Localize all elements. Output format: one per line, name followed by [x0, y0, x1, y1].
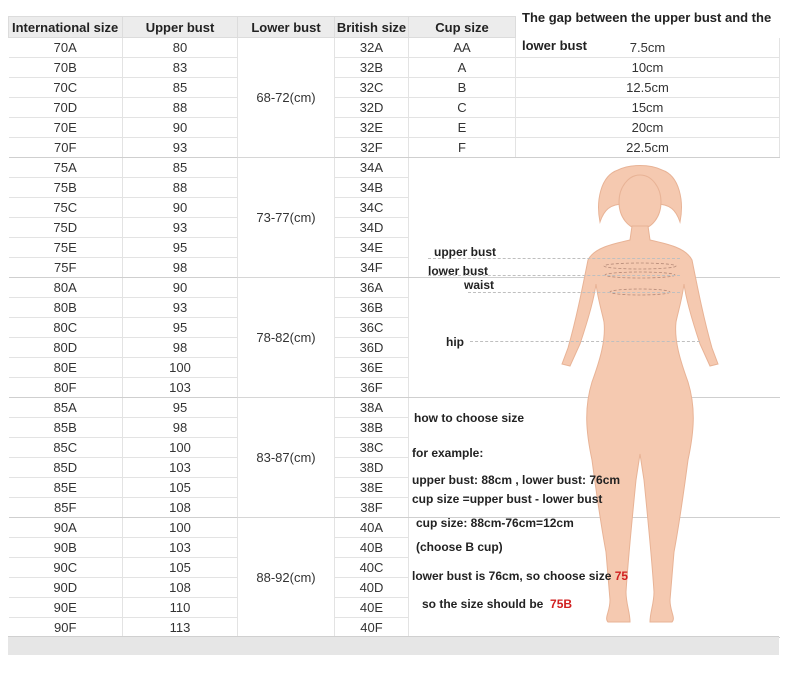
international-size-cell: 90E [9, 598, 123, 618]
cup-gap-cell: 7.5cm [516, 38, 780, 58]
british-size-cell: 32C [335, 78, 409, 98]
british-size-cell: 34C [335, 198, 409, 218]
international-size-cell: 75C [9, 198, 123, 218]
international-size-cell: 90C [9, 558, 123, 578]
blank-cell [409, 378, 516, 398]
upper-bust-cell: 98 [123, 418, 238, 438]
guide-lower-line [412, 569, 628, 583]
international-size-cell: 75E [9, 238, 123, 258]
international-size-cell: 85C [9, 438, 123, 458]
header-cup-size: Cup size [409, 17, 516, 38]
lower-bust-cell: 68-72(cm) [238, 38, 335, 158]
british-size-cell: 36F [335, 378, 409, 398]
british-size-cell: 40C [335, 558, 409, 578]
british-size-cell: 34A [335, 158, 409, 178]
cup-gap-cell: 20cm [516, 118, 780, 138]
label-upper-bust: upper bust [434, 245, 496, 259]
british-size-cell: 36D [335, 338, 409, 358]
lower-bust-cell: 73-77(cm) [238, 158, 335, 278]
upper-bust-cell: 85 [123, 78, 238, 98]
british-size-cell: 36A [335, 278, 409, 298]
international-size-cell: 80A [9, 278, 123, 298]
cup-gap-cell: 15cm [516, 98, 780, 118]
upper-bust-cell: 110 [123, 598, 238, 618]
label-hip: hip [446, 335, 464, 349]
header-international-size: International size [9, 17, 123, 38]
upper-bust-cell: 103 [123, 458, 238, 478]
british-size-cell: 38B [335, 418, 409, 438]
header-upper-bust: Upper bust [123, 17, 238, 38]
upper-bust-cell: 88 [123, 98, 238, 118]
figure-body [562, 226, 718, 622]
international-size-cell: 75B [9, 178, 123, 198]
upper-bust-cell: 103 [123, 538, 238, 558]
header-row [9, 17, 780, 38]
british-size-cell: 40F [335, 618, 409, 638]
guide-result [422, 597, 572, 611]
upper-bust-cell: 90 [123, 118, 238, 138]
gap-title: The gap between the upper bust and the lower bust [522, 10, 772, 53]
international-size-cell: 90A [9, 518, 123, 538]
international-size-cell: 70C [9, 78, 123, 98]
lower-bust-cell: 78-82(cm) [238, 278, 335, 398]
table-row [9, 58, 780, 78]
upper-bust-cell: 108 [123, 498, 238, 518]
british-size-cell: 38E [335, 478, 409, 498]
british-size-cell: 38A [335, 398, 409, 418]
guide-lower-line-size: 75 [614, 569, 629, 583]
international-size-cell: 70A [9, 38, 123, 58]
international-size-cell: 75A [9, 158, 123, 178]
international-size-cell: 85D [9, 458, 123, 478]
british-size-cell: 40A [335, 518, 409, 538]
blank-cell [409, 178, 516, 198]
british-size-cell: 36B [335, 298, 409, 318]
upper-bust-cell: 95 [123, 238, 238, 258]
cup-size-cell: AA [409, 38, 516, 58]
upper-bust-cell: 85 [123, 158, 238, 178]
british-size-cell: 32E [335, 118, 409, 138]
cup-size-cell: A [409, 58, 516, 78]
british-size-cell: 38F [335, 498, 409, 518]
international-size-cell: 70B [9, 58, 123, 78]
guide-choose-cup: (choose B cup) [416, 540, 503, 554]
international-size-cell: 70E [9, 118, 123, 138]
guide-calc: cup size: 88cm-76cm=12cm [416, 516, 574, 530]
table-row [9, 38, 780, 58]
british-size-cell: 38C [335, 438, 409, 458]
upper-bust-cell: 80 [123, 38, 238, 58]
cup-gap-cell: 22.5cm [516, 138, 780, 158]
upper-bust-cell: 108 [123, 578, 238, 598]
international-size-cell: 90B [9, 538, 123, 558]
upper-bust-cell: 105 [123, 478, 238, 498]
upper-bust-cell: 93 [123, 218, 238, 238]
british-size-cell: 34B [335, 178, 409, 198]
label-lower-bust: lower bust [428, 264, 489, 278]
upper-bust-cell: 83 [123, 58, 238, 78]
international-size-cell: 85A [9, 398, 123, 418]
upper-bust-cell: 93 [123, 298, 238, 318]
international-size-cell: 70D [9, 98, 123, 118]
upper-bust-cell: 95 [123, 398, 238, 418]
international-size-cell: 90D [9, 578, 123, 598]
guide-lower-line-text: lower bust is 76cm, so choose size [412, 569, 615, 583]
cup-gap-cell: 12.5cm [516, 78, 780, 98]
cup-gap-cell: 10cm [516, 58, 780, 78]
upper-bust-cell: 113 [123, 618, 238, 638]
international-size-cell: 80F [9, 378, 123, 398]
british-size-cell: 38D [335, 458, 409, 478]
upper-bust-cell: 100 [123, 518, 238, 538]
table-row [9, 78, 780, 98]
table-row [9, 118, 780, 138]
blank-cell [409, 618, 516, 638]
label-waist: waist [464, 278, 495, 292]
header-lower-bust: Lower bust [238, 17, 335, 38]
british-size-cell: 34F [335, 258, 409, 278]
british-size-cell: 40B [335, 538, 409, 558]
guide-formula: cup size =upper bust - lower bust [412, 492, 603, 506]
upper-bust-cell: 95 [123, 318, 238, 338]
international-size-cell: 75F [9, 258, 123, 278]
guide-result-text: so the size should be [422, 597, 547, 611]
international-size-cell: 90F [9, 618, 123, 638]
international-size-cell: 85F [9, 498, 123, 518]
british-size-cell: 36E [335, 358, 409, 378]
table-row [9, 98, 780, 118]
cup-size-cell: F [409, 138, 516, 158]
blank-cell [409, 358, 516, 378]
international-size-cell: 85E [9, 478, 123, 498]
british-size-cell: 32B [335, 58, 409, 78]
body-figure [540, 160, 740, 640]
upper-bust-cell: 98 [123, 338, 238, 358]
blank-cell [409, 278, 516, 298]
hip-guide [470, 341, 700, 342]
british-size-cell: 40D [335, 578, 409, 598]
british-size-cell: 32A [335, 38, 409, 58]
international-size-cell: 80C [9, 318, 123, 338]
blank-cell [409, 298, 516, 318]
british-size-cell: 32D [335, 98, 409, 118]
table-row [9, 138, 780, 158]
cup-size-cell: E [409, 118, 516, 138]
british-size-cell: 32F [335, 138, 409, 158]
upper-bust-cell: 93 [123, 138, 238, 158]
international-size-cell: 75D [9, 218, 123, 238]
header-british-size: British size [335, 17, 409, 38]
figure-head [619, 175, 661, 229]
international-size-cell: 80B [9, 298, 123, 318]
upper-bust-cell: 100 [123, 358, 238, 378]
cup-size-cell: B [409, 78, 516, 98]
guide-measure: upper bust: 88cm , lower bust: 76cm [412, 473, 621, 487]
header-gap-spacer [516, 17, 780, 38]
upper-bust-cell: 103 [123, 378, 238, 398]
waist-guide [468, 292, 680, 293]
upper-bust-cell: 98 [123, 258, 238, 278]
upper-bust-cell: 90 [123, 198, 238, 218]
guide-result-size: 75B [550, 597, 573, 611]
guide-example: for example: [412, 446, 484, 460]
international-size-cell: 80E [9, 358, 123, 378]
lower-bust-cell: 83-87(cm) [238, 398, 335, 518]
lower-bust-cell: 88-92(cm) [238, 518, 335, 638]
british-size-cell: 34E [335, 238, 409, 258]
international-size-cell: 85B [9, 418, 123, 438]
british-size-cell: 34D [335, 218, 409, 238]
blank-cell [409, 218, 516, 238]
british-size-cell: 40E [335, 598, 409, 618]
guide-title: how to choose size [414, 411, 525, 425]
international-size-cell: 70F [9, 138, 123, 158]
cup-size-cell: C [409, 98, 516, 118]
blank-cell [409, 198, 516, 218]
upper-bust-cell: 100 [123, 438, 238, 458]
upper-bust-cell: 90 [123, 278, 238, 298]
blank-cell [409, 158, 516, 178]
british-size-cell: 36C [335, 318, 409, 338]
upper-bust-cell: 88 [123, 178, 238, 198]
international-size-cell: 80D [9, 338, 123, 358]
upper-bust-cell: 105 [123, 558, 238, 578]
